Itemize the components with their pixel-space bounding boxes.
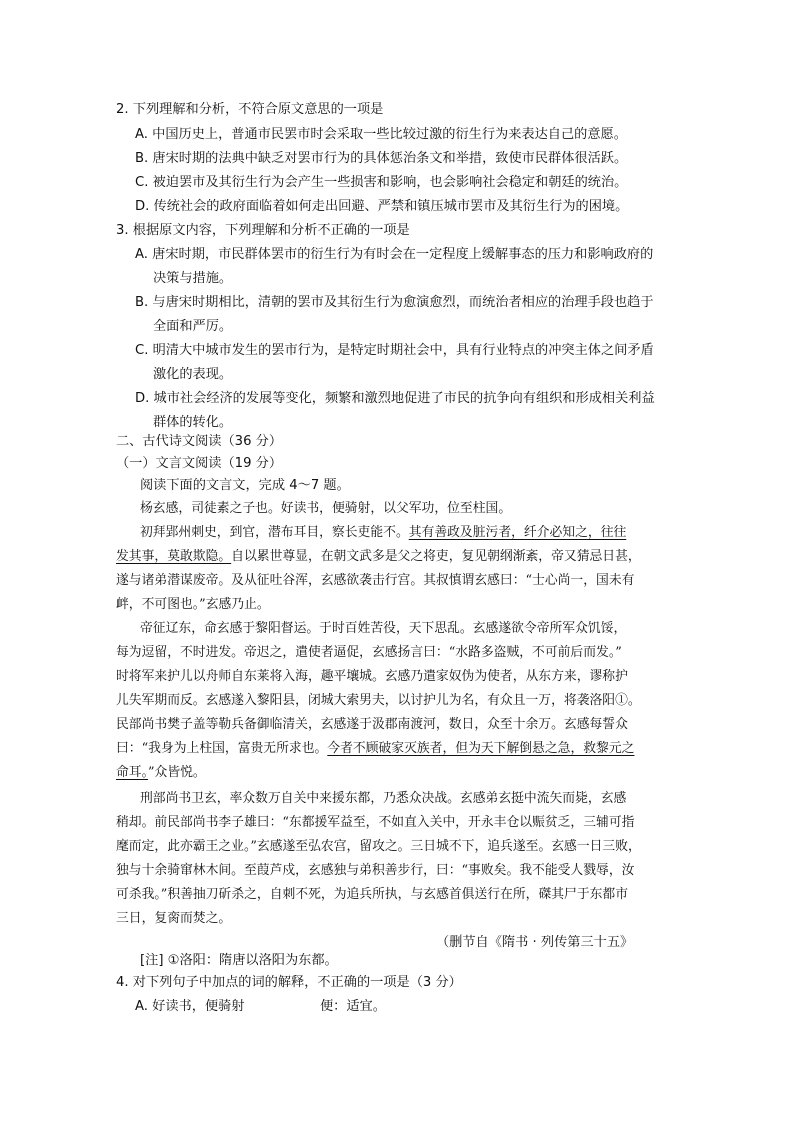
underlined-sentence: 今者不顾破家灭族者，但为天下解倒悬之急，救黎元之 (327, 741, 635, 756)
passage-p4-line5: 可杀我。”积善抽刀斫杀之，自刺不死，为追兵所执，与玄感首俱送行在所，磔其尸于东都市 (116, 887, 629, 902)
passage-p1: 杨玄感，司徒素之子也。好读书，便骑射，以父军功，位至柱国。 (140, 501, 512, 516)
passage-p4-line4: 独与十余骑窜林木间。至葭芦戍，玄感独与弟积善步行，曰：“事败矣。我不能受人戮辱，汝 (116, 863, 635, 878)
q4-stem: 4. 对下列句子中加点的词的解释，不正确的一项是（3 分） (116, 975, 462, 990)
passage-source: （删节自《隋书 · 列传第三十五》 (436, 935, 634, 950)
q3-option-a: A. 唐宋时期，市民群体罢市的衍生行为有时会在一定程度上缓解事态的压力和影响政府的 (135, 247, 654, 262)
section-subtitle: （一）文言文阅读（19 分） (116, 456, 283, 471)
q3-option-d-cont: 群体的转化。 (153, 415, 233, 430)
passage-p3-line1: 帝征辽东，命玄感于黎阳督运。于时百姓苦役，天下思乱。玄感遂欲令帝所军众饥馁， (140, 621, 627, 636)
q3-option-a-cont: 决策与措施。 (153, 271, 233, 286)
passage-text: 初拜郢州刺史，到官，潜布耳目，察长吏能不。 (140, 525, 409, 540)
passage-p3-line4: 儿失军期而反。玄感遂入黎阳县，闭城大索男夫，以讨护儿为名，有众且一万，将袭洛阳①。 (116, 693, 641, 708)
q3-option-b: B. 与唐宋时期相比，清朝的罢市及其衍生行为愈演愈烈，而统治者相应的治理手段也趋于 (135, 295, 654, 310)
passage-p4-line6: 三日，复脔而焚之。 (116, 911, 232, 926)
q2-option-c: C. 被迫罢市及其衍生行为会产生一些损害和影响，也会影响社会稳定和朝廷的统治。 (135, 175, 628, 190)
passage-p4-line1: 刑部尚书卫玄，率众数万自关中来援东都，乃悉众决战。玄感弟玄挺中流矢而毙，玄感 (140, 791, 627, 806)
passage-p2-line4: 衅，不可图也。”玄感乃止。 (116, 597, 270, 612)
footnote: [注] ①洛阳：隋唐以洛阳为东都。 (140, 953, 338, 968)
passage-p3-line3: 时将军来护儿以舟师自东莱将入海，趣平壤城。玄感乃遣家奴伪为使者，从东方来，谬称护 (116, 669, 628, 684)
passage-p2-line1 (140, 523, 626, 543)
underlined-sentence: 其有善政及脏污者，纤介必知之，往往 (408, 525, 627, 540)
q3-stem: 3. 根据原文内容，下列理解和分析不正确的一项是 (116, 223, 410, 238)
passage-p3-line2: 每为逗留，不时进发。帝迟之，遣使者逼促，玄感扬言曰：“水路多盗贼，不可前后而发。” (116, 645, 622, 660)
underlined-sentence: 发其事，莫敢欺隐。 (116, 549, 232, 564)
passage-p3-line6 (116, 739, 634, 759)
section-title: 二、古代诗文阅读（36 分） (116, 434, 283, 449)
passage-p3-line5: 民部尚书樊子盖等勒兵备御临清关，玄感遂于汲郡南渡河，数日，众至十余万。玄感每誓众 (116, 717, 628, 732)
q4-option-a: A. 好读书，便骑射 (135, 999, 245, 1014)
q2-option-a: A. 中国历史上，普通市民罢市时会采取一些比较过激的衍生行为来表达自己的意愿。 (135, 127, 627, 142)
q3-option-c-cont: 激化的表现。 (153, 367, 233, 382)
q2-option-d: D. 传统社会的政府面临着如何走出回避、严禁和镇压城市罢市及其衍生行为的困境。 (135, 199, 629, 214)
underlined-sentence: 命耳。 (116, 765, 148, 780)
passage-p3-line7 (116, 763, 206, 783)
q2-option-b: B. 唐宋时期的法典中缺乏对罢市行为的具体惩治条文和举措，致使市民群体很活跃。 (135, 151, 628, 166)
passage-p4-line2: 稍却。前民部尚书李子雄曰：“东都援军益至，不如直入关中，开永丰仓以赈贫乏，三辅可指 (116, 815, 635, 830)
passage-text: 自以累世尊显，在朝文武多是父之将吏，复见朝纲渐紊，帝又猜忌日甚， (231, 549, 641, 564)
q2-stem: 2. 下列理解和分析，不符合原文意思的一项是 (116, 102, 384, 117)
q3-option-c: C. 明清大中城市发生的罢市行为，是特定时期社会中，具有行业特点的冲突主体之间矛盾 (135, 343, 654, 358)
q3-option-d: D. 城市社会经济的发展等变化，频繁和激烈地促进了市民的抗争向有组织和形成相关利益 (135, 391, 655, 406)
passage-p2-line3: 遂与诸弟潜谋废帝。及从征吐谷浑，玄感欲袭击行宫。其叔慎谓玄感曰：“士心尚一，国未有 (116, 573, 635, 588)
passage-p4-line3: 麾而定，此亦霸王之业。”玄感遂至弘农宫，留攻之。三日城不下，追兵遂至。玄感一日三败， (116, 839, 641, 854)
q3-option-b-cont: 全面和严厉。 (153, 319, 233, 334)
section-intro: 阅读下面的文言文，完成 4～7 题。 (140, 478, 350, 493)
passage-p2-line2 (116, 547, 641, 567)
passage-text: 曰：“我身为上柱国，富贵无所求也。 (116, 741, 328, 756)
passage-text: ”众皆悦。 (148, 765, 206, 780)
q4-option-a-gloss: 便：适宜。 (320, 999, 386, 1014)
